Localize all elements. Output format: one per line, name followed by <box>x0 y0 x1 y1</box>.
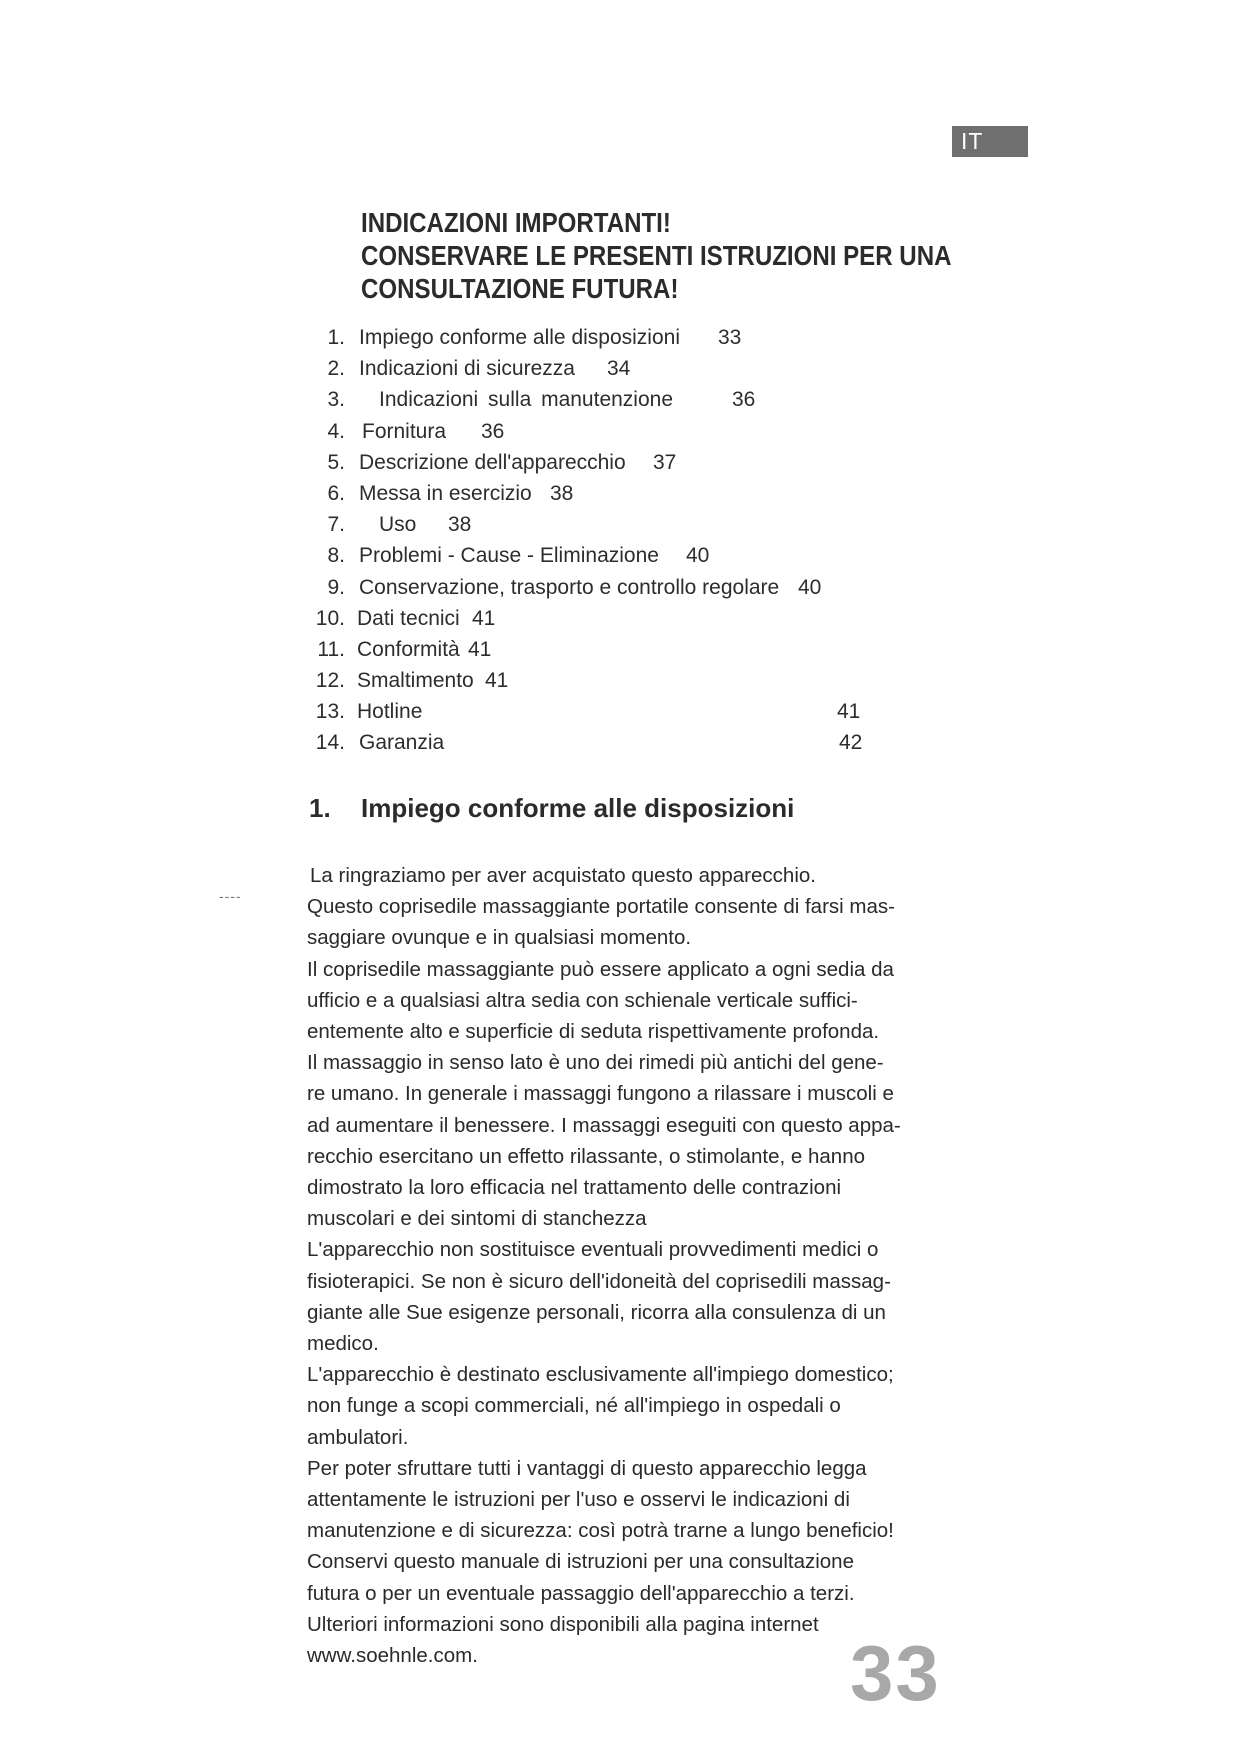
toc-entry[interactable] <box>300 384 900 415</box>
toc-page: 33 <box>718 326 742 349</box>
toc-label: Smaltimento <box>357 669 474 693</box>
toc-number: 13. <box>315 700 345 724</box>
margin-separator: ---- <box>219 888 242 904</box>
body-line: La ringraziamo per aver acquistato questo apparecchio. <box>310 864 816 887</box>
toc-label: Impiego conforme alle disposizioni <box>359 326 680 349</box>
toc-entry[interactable] <box>300 603 900 634</box>
toc-number: 9. <box>327 575 345 599</box>
toc-number: 5. <box>327 450 345 474</box>
toc-page: 37 <box>653 450 677 474</box>
body-line: giante alle Sue esigenze personali, ricorra alla consulenza di un <box>307 1300 886 1324</box>
toc-entry[interactable] <box>300 509 900 540</box>
toc-page: 40 <box>686 544 710 568</box>
toc-number: 2. <box>327 357 345 381</box>
toc-number: 7. <box>327 513 345 537</box>
body-line: Questo coprisedile massaggiante portatile consente di farsi mas- <box>307 895 895 919</box>
toc-label: Hotline <box>357 700 423 724</box>
table-of-contents <box>300 322 900 759</box>
body-line: Per poter sfruttare tutti i vantaggi di questo apparecchio legga <box>307 1456 867 1480</box>
toc-label: Uso <box>379 513 417 537</box>
toc-label: Dati tecnici <box>357 606 460 630</box>
toc-entry[interactable] <box>300 634 900 665</box>
toc-entry[interactable] <box>300 696 900 727</box>
heading-line: CONSERVARE LE PRESENTI ISTRUZIONI PER UNA <box>361 240 952 271</box>
body-line: ufficio e a qualsiasi altra sedia con schienale verticale suffici- <box>307 988 858 1012</box>
body-line: Ulteriori informazioni sono disponibili alla pagina internet <box>307 1612 819 1636</box>
toc-label: Indicazioni sulla manutenzione <box>379 388 674 412</box>
toc-entry[interactable] <box>300 322 900 353</box>
toc-page: 41 <box>837 700 861 724</box>
toc-label: Conservazione, trasporto e controllo regolare <box>359 575 780 599</box>
body-line: futura o per un eventuale passaggio dell'apparecchio a terzi. <box>307 1581 855 1605</box>
body-line: entemente alto e superficie di seduta rispettivamente profonda. <box>307 1020 880 1044</box>
body-line: dimostrato la loro efficacia nel trattamento delle contrazioni <box>307 1176 842 1200</box>
toc-page: 38 <box>448 513 472 537</box>
toc-page: 38 <box>550 481 574 505</box>
body-line: manutenzione e di sicurezza: così potrà trarne a lungo beneficio! <box>307 1519 894 1543</box>
toc-number: 8. <box>327 544 345 568</box>
body-line: Conservi questo manuale di istruzioni per una consultazione <box>307 1550 854 1574</box>
section-number: 1. <box>309 793 331 823</box>
heading-line: CONSULTAZIONE FUTURA! <box>361 273 679 304</box>
body-line: saggiare ovunque e in qualsiasi momento. <box>307 926 692 950</box>
body-line: ad aumentare il benessere. I massaggi eseguiti con questo appa- <box>307 1113 901 1137</box>
toc-page: 36 <box>732 388 756 412</box>
section-heading <box>309 793 794 824</box>
toc-number: 12. <box>315 669 345 693</box>
toc-label: Conformità <box>357 637 460 661</box>
toc-entry[interactable] <box>300 416 900 447</box>
toc-number: 6. <box>327 481 345 505</box>
body-line: medico. <box>307 1332 379 1356</box>
toc-entry[interactable] <box>300 353 900 384</box>
heading-line: INDICAZIONI IMPORTANTI! <box>361 207 671 238</box>
toc-page: 41 <box>472 606 496 630</box>
body-line: fisioterapici. Se non è sicuro dell'idoneità del coprisedili massag- <box>307 1269 891 1293</box>
toc-entry[interactable] <box>300 540 900 571</box>
toc-number: 11. <box>317 637 345 661</box>
toc-page: 41 <box>485 669 509 693</box>
body-line: Il massaggio in senso lato è uno dei rimedi più antichi del gene- <box>307 1051 884 1075</box>
section-title-text: Impiego conforme alle disposizioni <box>361 793 795 823</box>
toc-label: Messa in esercizio <box>359 481 532 505</box>
toc-entry[interactable] <box>300 447 900 478</box>
toc-label: Problemi - Cause - Eliminazione <box>359 544 659 568</box>
toc-page: 36 <box>481 419 505 443</box>
body-line: recchio esercitano un effetto rilassante, o stimolante, e hanno <box>307 1144 866 1168</box>
toc-label: Fornitura <box>362 419 447 443</box>
section-body <box>307 860 947 1671</box>
body-line: L'apparecchio è destinato esclusivamente all'impiego domestico; <box>307 1363 894 1387</box>
toc-page: 42 <box>839 731 863 755</box>
toc-entry[interactable] <box>300 478 900 509</box>
toc-label: Indicazioni di sicurezza <box>359 357 575 381</box>
body-line: ambulatori. <box>307 1425 409 1449</box>
toc-entry[interactable] <box>300 665 900 696</box>
toc-entry[interactable] <box>300 727 900 758</box>
toc-entry[interactable] <box>300 572 900 603</box>
body-line: re umano. In generale i massaggi fungono a rilassare i muscoli e <box>307 1082 894 1106</box>
body-line: attentamente le istruzioni per l'uso e osservi le indicazioni di <box>307 1488 850 1512</box>
body-line: L'apparecchio non sostituisce eventuali provvedimenti medici o <box>307 1238 879 1262</box>
important-notice-heading <box>361 206 952 305</box>
website-link[interactable]: www.soehnle.com. <box>307 1644 478 1668</box>
toc-page: 34 <box>607 357 631 381</box>
toc-number: 10. <box>315 606 345 630</box>
toc-page: 40 <box>798 575 822 599</box>
body-line: Il coprisedile massaggiante può essere applicato a ogni sedia da <box>307 957 894 981</box>
toc-page: 41 <box>468 637 492 661</box>
body-line: muscolari e dei sintomi di stanchezza <box>307 1207 647 1231</box>
toc-number: 14. <box>315 731 345 755</box>
toc-number: 4. <box>327 419 345 443</box>
toc-number: 1. <box>327 326 345 349</box>
body-line: non funge a scopi commerciali, né all'impiego in ospedali o <box>307 1394 841 1418</box>
toc-number: 3. <box>327 388 345 412</box>
toc-label: Descrizione dell'apparecchio <box>359 450 626 474</box>
toc-label: Garanzia <box>359 731 445 755</box>
language-tab: IT <box>952 126 1028 157</box>
page-number: 33 <box>850 1629 941 1717</box>
